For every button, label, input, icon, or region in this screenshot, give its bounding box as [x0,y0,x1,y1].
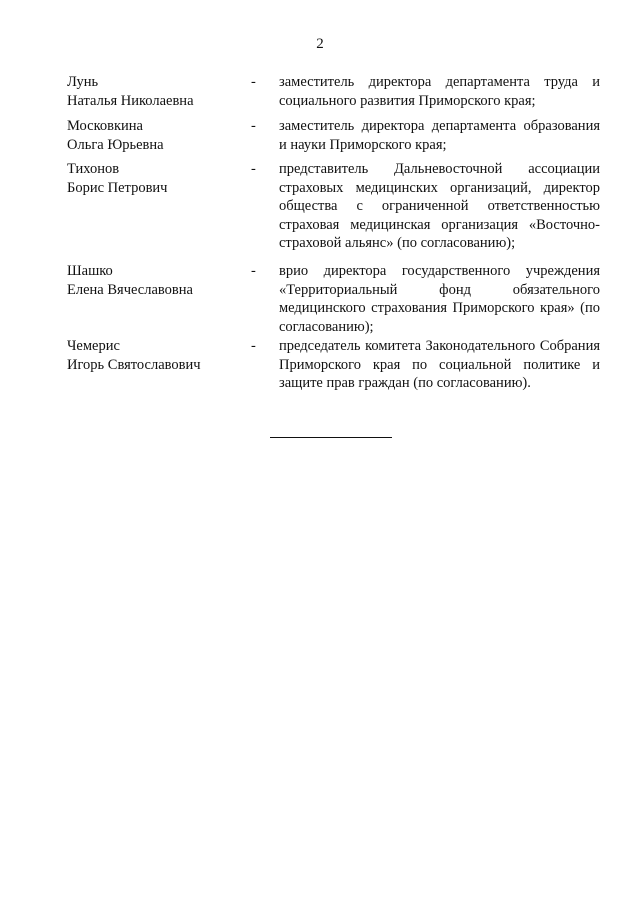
page-number: 2 [316,36,324,52]
separator-dash: - [251,338,256,354]
member-role: врио директора государственного учреждения «Территориальный фонд обязательного медицинского страхования Приморского края» (по согласованию); [279,263,600,335]
member-surname: Тихонов [67,161,120,177]
member-surname: Шашко [67,263,113,279]
separator-dash: - [251,74,256,90]
separator-dash: - [251,118,256,134]
member-given-names: Игорь Святославович [67,356,201,373]
member-surname: Московкина [67,118,143,134]
member-role: председатель комитета Законодательного Собрания Приморского края по социальной политике и защите прав граждан (по согласованию). [279,338,600,391]
member-role: заместитель директора департамента труда и социального развития Приморского края; [279,74,600,109]
member-given-names: Ольга Юрьевна [67,136,164,153]
member-surname: Чемерис [67,338,120,354]
member-name [67,262,247,299]
member-surname: Лунь [67,74,99,90]
separator-dash: - [251,161,256,177]
member-given-names: Наталья Николаевна [67,92,194,109]
member-name [67,117,247,154]
member-role: представитель Дальневосточной ассоциации страховых медицинских организаций, директор общества с ограниченной ответственностью страховая медицинская организация «Восточно-страховой альянс» (по согласованию); [279,161,600,251]
member-role: заместитель директора департамента образования и науки Приморского края; [279,118,600,153]
member-given-names: Елена Вячеславовна [67,281,193,298]
member-name [67,160,247,197]
member-name [67,73,247,110]
member-given-names: Борис Петрович [67,179,168,196]
end-divider-line [270,437,392,438]
separator-dash: - [251,263,256,279]
member-name [67,337,247,374]
